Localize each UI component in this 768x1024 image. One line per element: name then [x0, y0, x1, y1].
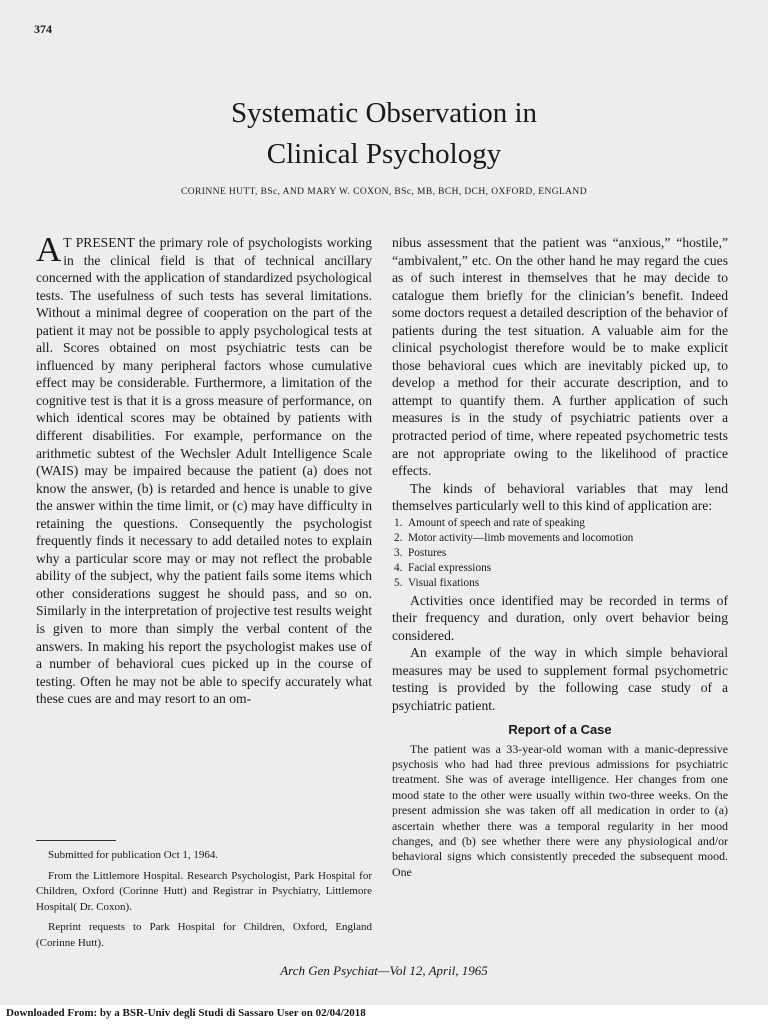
- paragraph-example: An example of the way in which simple behavioral measures may be used to supplement formal psychometric testing is provided by the following case study of a psychiatric patient.: [392, 645, 728, 714]
- footnote-affiliation: From the Littlemore Hospital. Research Psychologist, Park Hospital for Children, Oxford (Corinne Hutt) and Registrar in Psychiatry, Littlemore Hospital( Dr. Coxon).: [36, 869, 372, 913]
- article-title-line-2: Clinical Psychology: [266, 138, 502, 170]
- list-item: 2. Motor activity—limb movements and locomotion: [394, 531, 634, 544]
- list-item: 1. Amount of speech and rate of speaking: [394, 516, 585, 529]
- list-item: 5. Visual fixations: [394, 576, 480, 589]
- paragraph-continued: nibus assessment that the patient was “anxious,” “hostile,” “ambivalent,” etc. On the other hand he may regard the cues as of such interest in themselves that he may decide to catalogue them briefly for the clinician’s benefit. Indeed some doctors request a detailed description of the behavior of patients during the test situation. A valuable aim for the clinical psychologist therefore would be to make explicit those behavioral cues which are inevitably picked up, to develop a method for their accurate description, and to attempt to quantify them. A further application of such measures is in the study of psychiatric patients over a protracted period of time, where repeated psychometric tests are not appropriate owing to the likelihood of practice effects.: [392, 235, 728, 479]
- page-number: 374: [34, 22, 52, 36]
- list-item: 4. Facial expressions: [394, 561, 492, 574]
- paragraph-variables: The kinds of behavioral variables that may lend themselves particularly well to this kind of application are:: [392, 480, 728, 514]
- case-report-text: The patient was a 33-year-old woman with a manic-depressive psychosis who had had three previous admissions for psychiatric treatment. She was of average intelligence. Her changes from one mood state to the other were usually within two-three weeks. On the present admission she was taken off all medication in order to (a) ascertain whether there was a temporal regularity in her mood changes, and (b) see whether there were any physiological and/or behavioral signs which consistently preceded the subsequent mood. One: [392, 741, 728, 879]
- author-byline: CORINNE HUTT, BSc, AND MARY W. COXON, BSc, MB, BCH, DCH, OXFORD, ENGLAND: [181, 187, 587, 197]
- footnotes: [36, 848, 372, 957]
- footnote-divider: [36, 840, 116, 841]
- paragraph-activities: Activities once identified may be recorded in terms of their frequency and duration, only overt behavior being considered.: [392, 592, 728, 643]
- intro-text: T PRESENT the primary role of psychologists working in the clinical field is that of technical ancillary concerned with the application of standardized psychological tests. The usefulness of such tests has several limitations. Without a minimal degree of cooperation on the part of the patient it may not be possible to apply psychological tests at all. Scores obtained on most psychiatric tests can be influenced by many peripheral factors whose cumulative effect may be considerable. Furthermore, a limitation of the cognitive test is that it is a gross measure of performance, on which identical scores may be obtained by patients with different disabilities. For example, performance on the arithmetic subtest of the Wechsler Adult Intelligence Scale (WAIS) may be impaired because the patient (a) does not know the answer, (b) is retarded and hence is unable to give the answer within the time limit, or (c) may have difficulty in retaining the questions. Consequently the psychologist frequently finds it necessary to add detailed notes to explain why a particular score may or may not reflect the probable ability of the subject, why the patient fails some items which other considerations suggest he should pass, and so on. Similarly in the interpretation of projective test results weight is given to more than simply the verbal content of the answers. In making his report the psychologist makes use of a number of behavioral cues picked up in the course of testing. Often he may not be able to specify accurately what these cues are and may resort to an om-: [36, 235, 372, 707]
- download-notice: Downloaded From: by a BSR-Univ degli Studi di Sassaro User on 02/04/2018: [6, 1007, 366, 1019]
- left-column: [36, 230, 372, 708]
- variables-list: [392, 516, 728, 591]
- article-title-line-1: Systematic Observation in: [230, 97, 538, 129]
- list-item: 3. Postures: [394, 546, 447, 559]
- intro-paragraph: [36, 230, 372, 708]
- footnote-reprints: Reprint requests to Park Hospital for Children, Oxford, England (Corinne Hutt).: [36, 921, 372, 949]
- journal-citation: Arch Gen Psychiat—Vol 12, April, 1965: [280, 963, 488, 978]
- footnote-submitted: Submitted for publication Oct 1, 1964.: [48, 849, 219, 861]
- section-heading: Report of a Case: [508, 721, 612, 737]
- drop-cap: A: [36, 230, 62, 269]
- right-column: [392, 234, 728, 880]
